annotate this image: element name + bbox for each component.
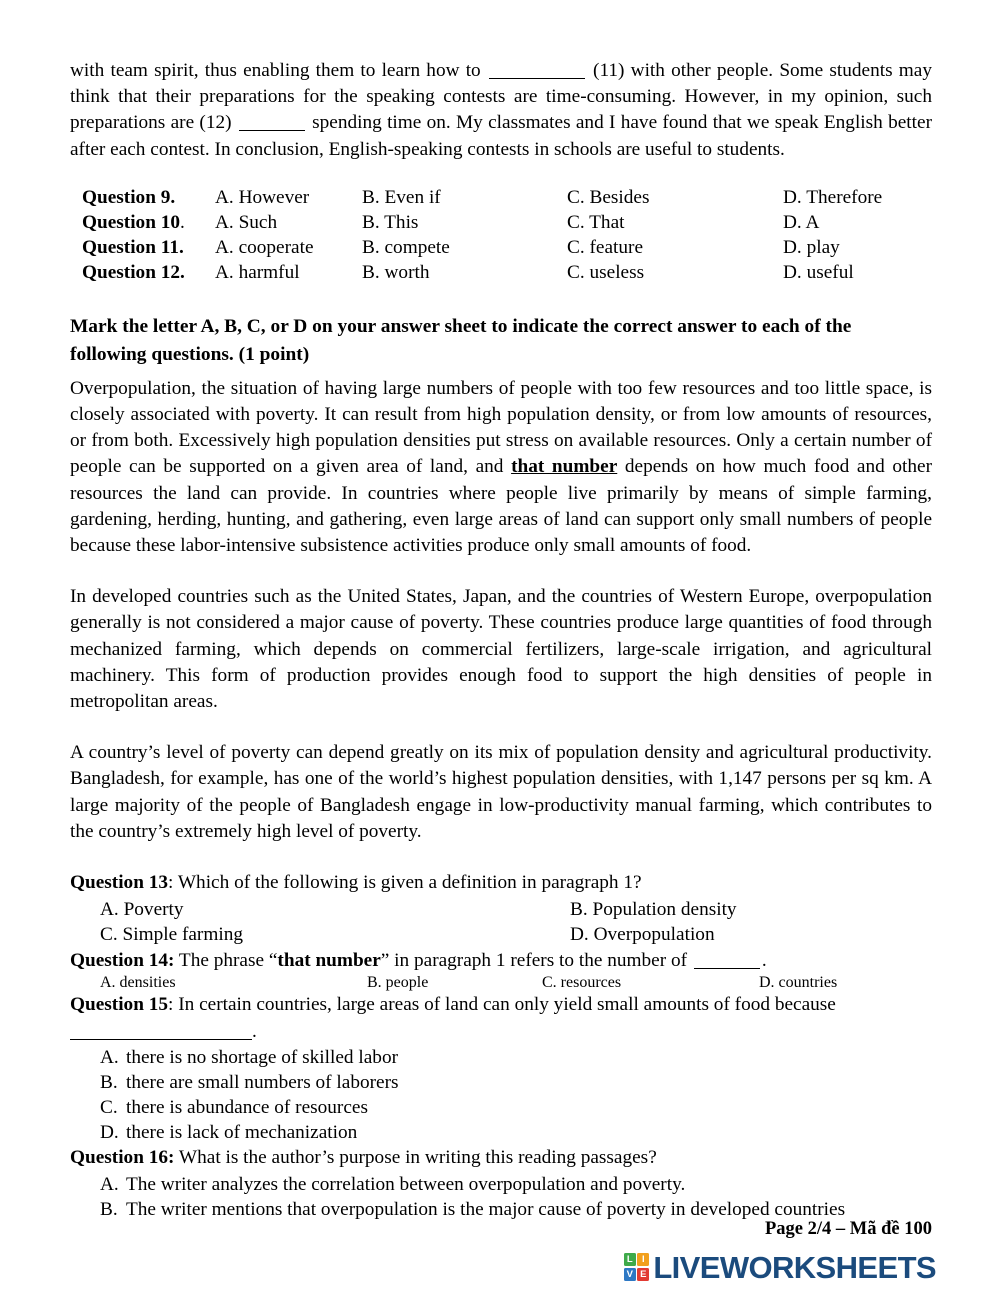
question-14-text-2: ” in paragraph 1 refers to the number of (380, 949, 692, 971)
cloze-label-10-bold: Question 10 (82, 211, 181, 233)
cloze-label-11-bold: Question 11. (82, 236, 184, 258)
question-14-options-row (70, 974, 932, 992)
question-15-option-a-text: there is no shortage of skilled labor (126, 1047, 399, 1069)
question-13-option-b[interactable]: B. Population density (570, 898, 737, 920)
blank-question-15 (70, 1039, 252, 1040)
question-16-text: What is the author’s purpose in writing this reading passages? (174, 1147, 657, 1169)
question-15-option-a-letter: A. (100, 1047, 119, 1069)
cloze-12-option-b[interactable]: B. worth (362, 261, 430, 283)
passage-paragraph-3: A country’s level of poverty can depend greatly on its mix of population density and agricultural productivity. Bangladesh, for example, has one of the world’s highest population densities, with 1,147 persons per sq km. A large majority of the people of Bangladesh engage in low-productivity manual farming, which contributes to the country’s extremely high level of poverty. (70, 742, 932, 842)
cloze-row-question-10 (82, 210, 932, 235)
intro-paragraph-segment-2: (11) with other people. Some students may think that their preparations for the speaking contests are time-consuming. However, in my opinion, such preparations are (12) (70, 60, 932, 134)
logo-tile-v: V (624, 1268, 636, 1281)
question-14-stem (70, 948, 932, 975)
liveworksheets-logo (624, 1249, 936, 1285)
logo-tile-e: E (637, 1268, 649, 1281)
question-13-option-c[interactable]: C. Simple farming (100, 924, 243, 946)
question-15-option-b[interactable] (100, 1070, 932, 1095)
document-page (70, 0, 936, 1291)
question-14-block (70, 948, 932, 993)
logo-tile-l: L (624, 1253, 636, 1266)
question-16-stem (70, 1145, 932, 1172)
question-15-option-b-letter: B. (100, 1072, 118, 1094)
question-16-block (70, 1145, 932, 1222)
passage-paragraph-1 (70, 376, 932, 559)
passage-underlined-phrase: that number (511, 456, 618, 478)
cloze-9-option-a[interactable]: A. However (215, 186, 310, 208)
cloze-11-option-a[interactable]: A. cooperate (215, 236, 314, 258)
question-15-option-c[interactable] (100, 1095, 932, 1120)
question-15-option-d-letter: D. (100, 1122, 119, 1144)
cloze-10-option-c[interactable]: C. That (567, 211, 625, 233)
question-13-options-row-2 (70, 922, 932, 948)
cloze-row-question-11 (82, 235, 932, 260)
question-13-label: Question 13 (70, 872, 169, 894)
passage-paragraph-2: In developed countries such as the United States, Japan, and the countries of Western Europe, overpopulation generally is not considered a major cause of poverty. These countries produce large quantities of food through mechanized farming, which depends on commercial fertilizers, large-scale irrigation, and agricultural machinery. This form of production provides enough food to support the high densities of people in metropolitan areas. (70, 586, 932, 713)
question-13-stem (70, 870, 932, 897)
cloze-label-12-bold: Question 12. (82, 261, 185, 283)
question-15-stem (70, 992, 932, 1045)
question-16-option-b-text: The writer mentions that overpopulation is the major cause of poverty in developed countries (126, 1198, 846, 1220)
cloze-label-12 (82, 260, 215, 285)
liveworksheets-logo-icon (624, 1253, 650, 1281)
question-16-label: Question 16: (70, 1147, 175, 1169)
cloze-11-option-b[interactable]: B. compete (362, 236, 450, 258)
cloze-label-9 (82, 185, 215, 210)
question-14-label: Question 14: (70, 949, 175, 971)
cloze-12-option-c[interactable]: C. useless (567, 261, 645, 283)
passage-p1-text-before: Overpopulation, the situation of having large numbers of people with too few resources and too little space, is closely associated with poverty. It can result from high population density, or from low amounts of resources, or from both. Excessively high population densities put stress on available resources. Only a certain number of people can be supported on a given area of land, and (70, 377, 932, 478)
question-16-option-a[interactable] (100, 1172, 932, 1197)
question-13-block (70, 870, 932, 948)
cloze-row-question-9 (82, 185, 932, 210)
cloze-9-option-b[interactable]: B. Even if (362, 186, 441, 208)
question-14-text-1: The phrase “ (174, 949, 278, 971)
question-16-option-a-text: The writer analyzes the correlation between overpopulation and poverty. (126, 1173, 686, 1195)
question-13-options-row-1 (70, 897, 932, 923)
passage-p1-text-after: depends on how much food and other resources the land can provide. In countries where people live primarily by means of simple farming, gardening, herding, hunting, and gathering, even large areas of land can support only small numbers of people because these labor-intensive subsistence activities produce only small amounts of food. (70, 456, 932, 557)
question-13-option-a[interactable]: A. Poverty (100, 898, 184, 920)
question-15-option-c-text: there is abundance of resources (126, 1097, 368, 1119)
cloze-12-option-d[interactable]: D. useful (783, 261, 854, 283)
liveworksheets-wordmark: LIVEWORKSHEETS (653, 1249, 936, 1285)
question-14-option-a[interactable]: A. densities (100, 974, 176, 992)
cloze-11-option-c[interactable]: C. feature (567, 236, 644, 258)
cloze-label-10-tail: . (180, 211, 185, 233)
question-15-block (70, 992, 932, 1145)
question-16-option-a-letter: A. (100, 1173, 119, 1195)
cloze-label-10 (82, 210, 215, 235)
question-16-options (70, 1172, 932, 1222)
question-15-options (70, 1045, 932, 1145)
question-14-option-b[interactable]: B. people (367, 974, 429, 992)
question-16-option-b-letter: B. (100, 1198, 118, 1220)
page-footer-info: Page 2/4 – Mã đề 100 (765, 1219, 932, 1239)
question-13-option-d[interactable]: D. Overpopulation (570, 924, 715, 946)
question-15-option-a[interactable] (100, 1045, 932, 1070)
question-16-option-b[interactable] (100, 1197, 932, 1222)
question-15-label: Question 15 (70, 994, 169, 1016)
cloze-10-option-d[interactable]: D. A (783, 211, 820, 233)
section-instruction: Mark the letter A, B, C, or D on your answer sheet to indicate the correct answer to each of the following questions. (1 point) (70, 315, 852, 365)
cloze-9-option-c[interactable]: C. Besides (567, 186, 650, 208)
logo-tile-i: I (637, 1253, 649, 1266)
intro-paragraph (70, 58, 932, 163)
cloze-label-11 (82, 235, 215, 260)
cloze-10-option-a[interactable]: A. Such (215, 211, 278, 233)
question-15-option-d-text: there is lack of mechanization (126, 1122, 358, 1144)
question-15-text-tail: . (252, 1020, 257, 1042)
intro-paragraph-segment-1: with team spirit, thus enabling them to learn how to (70, 60, 487, 81)
cloze-11-option-d[interactable]: D. play (783, 236, 840, 258)
question-15-option-b-text: there are small numbers of laborers (126, 1072, 399, 1094)
question-13-text: : Which of the following is given a definition in paragraph 1? (168, 872, 642, 894)
cloze-row-question-12 (82, 260, 932, 285)
question-15-option-d[interactable] (100, 1120, 932, 1145)
cloze-10-option-b[interactable]: B. This (362, 211, 419, 233)
blank-11 (489, 78, 585, 79)
question-14-text-3: . (761, 949, 767, 971)
cloze-question-block (82, 185, 932, 285)
question-14-quoted-phrase: that number (277, 949, 381, 971)
cloze-9-option-d[interactable]: D. Therefore (783, 186, 883, 208)
question-14-option-d[interactable]: D. countries (759, 974, 838, 992)
cloze-12-option-a[interactable]: A. harmful (215, 261, 300, 283)
blank-12 (239, 130, 305, 131)
cloze-label-9-bold: Question 9. (82, 186, 176, 208)
question-15-option-c-letter: C. (100, 1097, 118, 1119)
blank-question-14 (694, 968, 760, 969)
question-15-text: : In certain countries, large areas of land can only yield small amounts of food because (168, 994, 836, 1016)
question-14-option-c[interactable]: C. resources (542, 974, 622, 992)
intro-paragraph-segment-3: spending time on. My classmates and I have found that we speak English better after each contest. In conclusion, English-speaking contests in schools are useful to students. (70, 112, 932, 160)
